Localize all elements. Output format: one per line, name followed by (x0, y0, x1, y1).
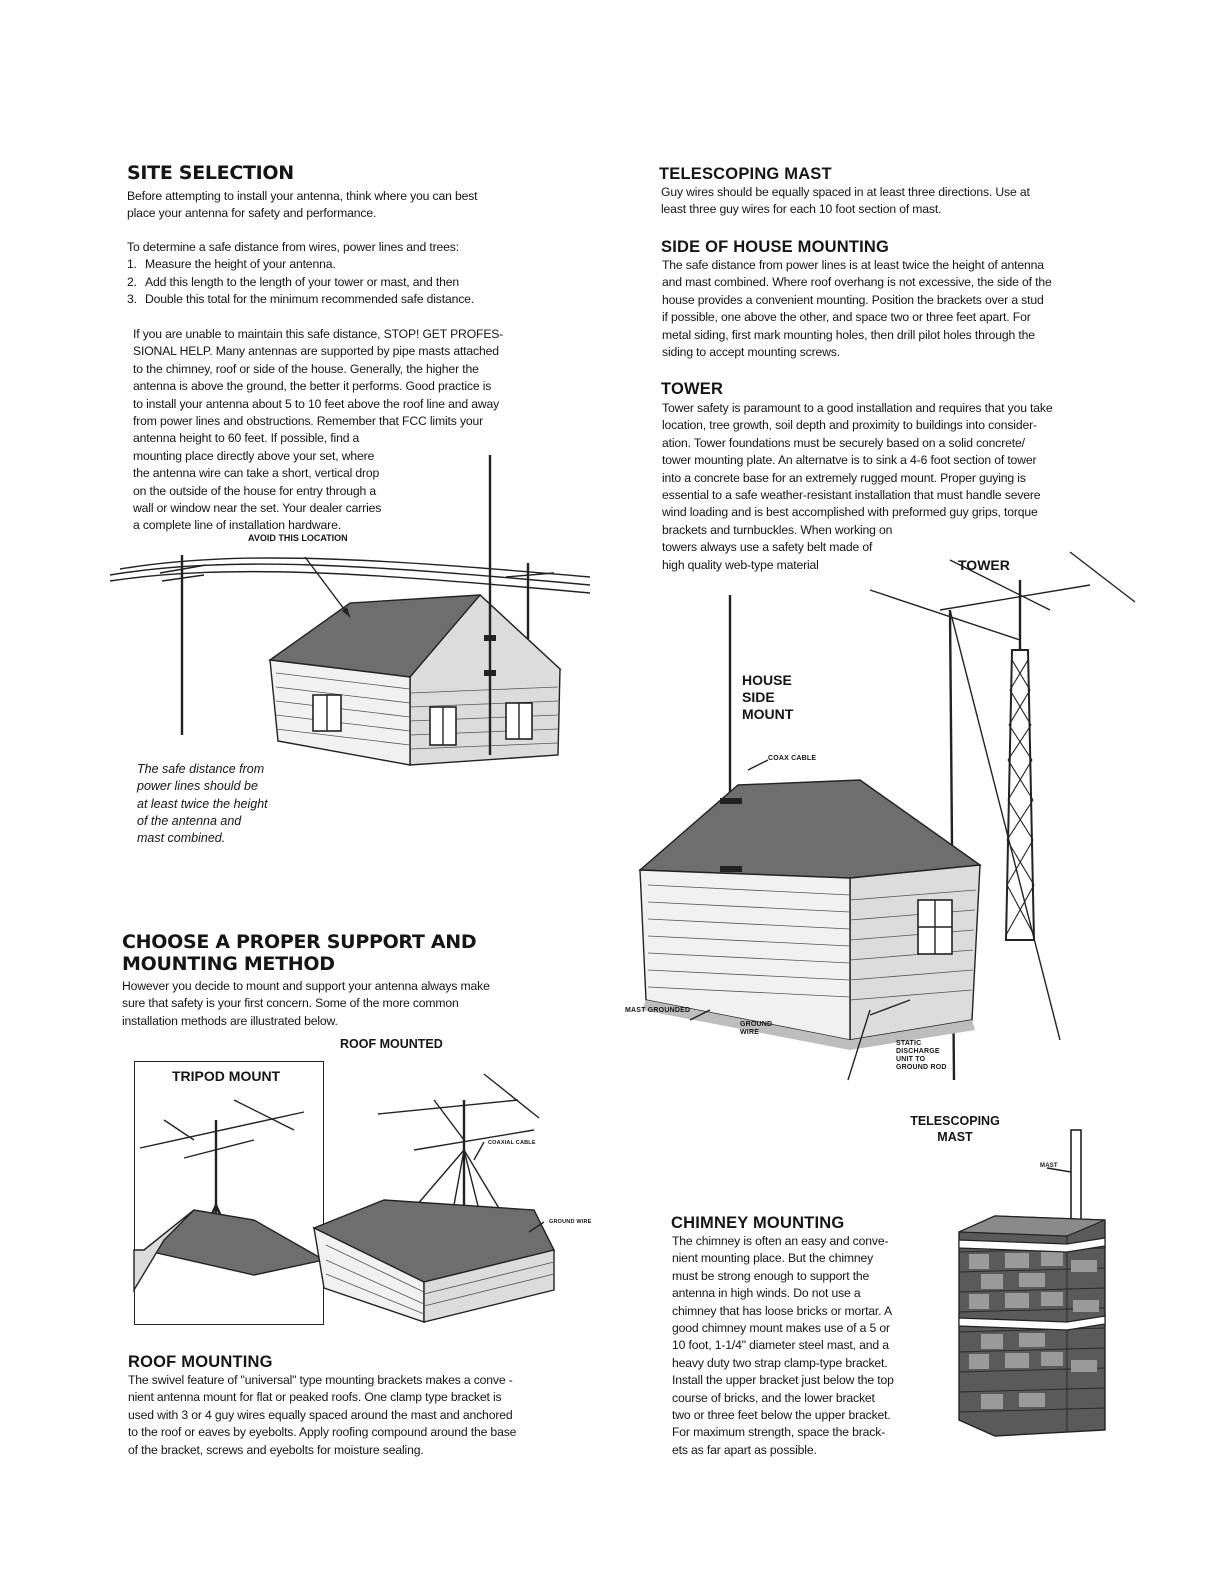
chimney-illustration (955, 1130, 1105, 1440)
para-line: SIONAL HELP. Many antennas are supported by pipe masts attached (133, 344, 499, 359)
para-line: the antenna wire can take a short, vertical drop (133, 466, 380, 481)
site-selection-heading: SITE SELECTION (127, 162, 294, 184)
tripod-mount-label: TRIPOD MOUNT (172, 1068, 281, 1084)
para-line: If you are unable to maintain this safe distance, STOP! GET PROFES- (133, 327, 504, 341)
para-line: from power lines and obstructions. Remember that FCC limits your (133, 414, 484, 429)
coax-cable-label: COAX CABLE (768, 755, 817, 762)
safe-distance-steps (127, 239, 587, 309)
intro-line: place your antenna for safety and performance. (127, 206, 377, 221)
para-line: antenna is above the ground, the better it performs. Good practice is (133, 379, 492, 394)
telescoping-mast-label: TELESCOPING MAST (910, 1114, 1000, 1144)
tower-text: Tower safety is paramount to a good installation and requires that you take location, tree growth, soil depth and proximity to buildings into consider- ation. Tower foundations must be securely based on a solid concrete/ tower mounting plate. An alternatve is to sink a 4-6 foot section of tower into a concrete base for an extremely rugged mount. Proper guying is essential to a safe weather-resistant installation that must handle severe wind loading and is best accomplished with preformed guy grips, torque brackets and turnbuckles. When working on towers always use a safety belt made of high quality web-type material (662, 401, 1053, 572)
avoid-location-label: AVOID THIS LOCATION (248, 533, 348, 543)
para-line: wall or window near the set. Your dealer carries (133, 501, 382, 516)
chimney-mounting-heading: CHIMNEY MOUNTING (671, 1214, 845, 1232)
chimney-mast-label: MAST (1040, 1163, 1058, 1169)
ground-wire-roof-label: GROUND WIRE (549, 1219, 592, 1225)
step-item: 1. Measure the height of your antenna. (127, 257, 336, 272)
para-line: on the outside of the house for entry through a (133, 483, 376, 498)
tower-house-mount-illustration (620, 540, 1140, 1100)
steps-list (127, 256, 587, 308)
tower-heading: TOWER (661, 380, 724, 398)
side-of-house-text: The safe distance from power lines is at least twice the height of antenna and mast combined. Where roof overhang is not excessive, the side of the house provides a convenient mounting. Position the brackets over a stud if possible, one above the other, and space two or three feet apart. For metal siding, first mark mounting holes, then drill pilot holes through the siding to accept mounting screws. (662, 258, 1052, 360)
intro-line: Before attempting to install your antenna, think where you can best (127, 189, 478, 203)
para-line: to install your antenna about 5 to 10 feet above the roof line and away (133, 396, 500, 411)
ground-wire-label: GROUND WIRE (740, 1021, 773, 1036)
chimney-mounting-text: The chimney is often an easy and conve- nient mounting place. But the chimney must be strong enough to support the antenna in high winds. Do not use a chimney that has loose bricks or mortar. A good chimney mount makes use of a 5 or 10 foot, 1-1/4" diameter steel mast, and a heavy duty two strap clamp-type bracket. Install the upper bracket just below the top course of bricks, and the lower bracket two or three feet below the upper bracket. For maximum strength, space the brack- ets as far apart as possible. (672, 1234, 894, 1457)
roof-mounting-text: The swivel feature of "universal" type mounting brackets makes a conve - nient antenna mount for flat or peaked roofs. One clamp type bracket is used with 3 or 4 guy wires equally spaced around the mast and anchored to the roof or eaves by eyebolts. Apply roofing compound around the base of the bracket, screws and eyebolts for moisture sealing. (128, 1373, 517, 1457)
para-line: a complete line of installation hardware. (133, 518, 341, 533)
step-item: 3. Double this total for the minimum recommended safe distance. (127, 292, 475, 307)
telescoping-mast-text: Guy wires should be equally spaced in at least three directions. Use at least three guy wires for each 10 foot section of mast. (661, 185, 1030, 217)
choose-support-text: However you decide to mount and support your antenna always make sure that safety is your first concern. Some of the more common installation methods are illustrated below. (122, 979, 490, 1028)
coaxial-cable-label: COAXIAL CABLE (488, 1140, 536, 1146)
step-item: 2. Add this length to the length of your tower or mast, and then (127, 274, 460, 289)
site-selection-intro (127, 188, 587, 223)
roof-mount-illustration (134, 1060, 594, 1330)
roof-mounted-label: ROOF MOUNTED (340, 1037, 443, 1051)
para-line: to the chimney, roof or side of the house. Generally, the higher the (133, 361, 479, 376)
side-of-house-heading: SIDE OF HOUSE MOUNTING (661, 238, 890, 256)
para-line: mounting place directly above your set, where (133, 448, 375, 463)
tower-label: TOWER (958, 557, 1010, 573)
para-line: antenna height to 60 feet. If possible, find a (133, 431, 360, 446)
safe-distance-caption: The safe distance from power lines should be at least twice the height of the antenna and mast combined. (137, 762, 268, 846)
choose-support-heading: CHOOSE A PROPER SUPPORT AND MOUNTING METHOD (122, 931, 477, 975)
roof-mounting-heading: ROOF MOUNTING (128, 1353, 273, 1371)
house-side-mount-label: HOUSE SIDE MOUNT (742, 672, 794, 722)
mast-grounded-label: MAST GROUNDED (625, 1007, 691, 1014)
static-discharge-label: STATIC DISCHARGE UNIT TO GROUND ROD (896, 1040, 947, 1071)
telescoping-mast-heading: TELESCOPING MAST (659, 165, 832, 183)
house-power-lines-illustration (110, 445, 590, 785)
determine-text: To determine a safe distance from wires, power lines and trees: (127, 240, 459, 254)
